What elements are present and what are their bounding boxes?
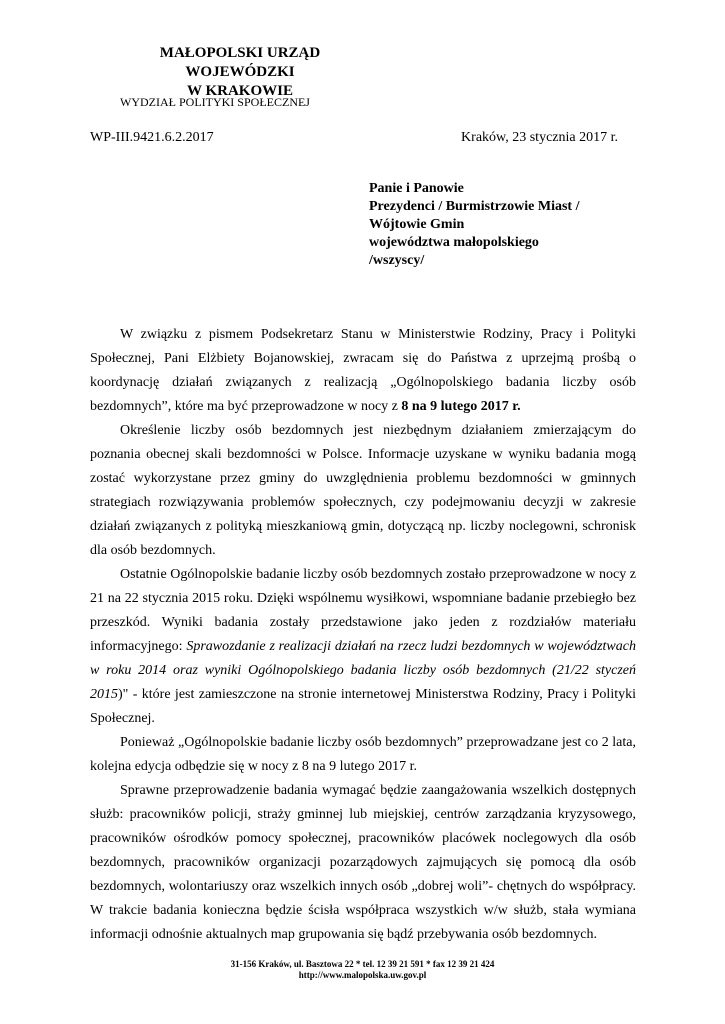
paragraph-4: Ponieważ „Ogólnopolskie badanie liczby osób bezdomnych” przeprowadzane jest co 2 lata, kolejna edycja odbędzie się w nocy z 8 na 9 lutego 2017 r. [90, 735, 636, 774]
addressee-line: Panie i Panowie [369, 181, 464, 196]
page-footer [0, 959, 725, 981]
paragraph-3-text-a: Ostatnie Ogólnopolskie badanie liczby osób bezdomnych zostało przeprowadzone w nocy z 21 na 22 stycznia 2015 roku. Dzięki wspólnemu wysiłkowi, wspomniane badanie przebiegło bez przeszkód. Wyniki badania zostały przedstawione jako jeden z rozdziałów materiału informacyjnego: [90, 567, 636, 654]
addressee-line: /wszyscy/ [369, 253, 425, 268]
paragraph-1-text: W związku z pismem Podsekretarz Stanu w Ministerstwie Rodziny, Pracy i Polityki Społecznej, Pani Elżbiety Bojanowskiej, zwracam się do Państwa z uprzejmą prośbą o koordynację działań związanych z realizacją „Ogólnopolskiego badania liczby osób bezdomnych”, które ma być przeprowadzone w nocy z [90, 327, 636, 414]
paragraph-5: Sprawne przeprowadzenie badania wymagać będzie zaangażowania wszelkich dostępnych służb: pracowników policji, straży gminnej lub miejskiej, centrów zarządzania kryzysowego, pracowników ośrodków pomocy społecznej, pracowników placówek noclegowych dla osób bezdomnych, pracowników organizacji pozarządowych zajmujących się pomocą dla osób bezdomnych, wolontariuszy oraz wszelkich innych osób „dobrej woli”- chętnych do współpracy. W trakcie badania konieczna będzie ścisła współpraca wszystkich w/w służb, stała wymiana informacji odnośnie aktualnych map grupowania się bądź przebywania osób bezdomnych. [90, 783, 636, 942]
place-date: Kraków, 23 stycznia 2017 r. [461, 130, 618, 145]
paragraph-1 [90, 323, 636, 419]
report-title-italic: Sprawozdanie z realizacji działań na rzecz ludzi bezdomnych w województwach w roku 2014 oraz wyniki Ogólnopolskiego badania liczby osób bezdomnych (21/22 styczeń 2015 [90, 639, 636, 702]
footer-address: 31-156 Kraków, ul. Basztowa 22 * tel. 12 39 21 591 * fax 12 39 21 424 [230, 959, 495, 969]
paragraph-3 [90, 563, 636, 731]
addressee-line: Prezydenci / Burmistrzowie Miast / [369, 199, 580, 214]
addressee-block [369, 180, 689, 270]
office-name-line2: W KRAKOWIE [187, 83, 293, 99]
office-name-line1: MAŁOPOLSKI URZĄD WOJEWÓDZKI [159, 45, 321, 80]
paragraph-2: Określenie liczby osób bezdomnych jest niezbędnym działaniem zmierzającym do poznania obecnej skali bezdomności w Polsce. Informacje uzyskane w wyniku badania mogą zostać wykorzystane przez gminy do uwzględnienia problemu bezdomności w gminnych strategiach rozwiązywania problemów społecznych, czy podejmowaniu decyzji w zakresie działań związanych z polityką mieszkaniową gmin, dotyczącą np. liczby noclegowni, schronisk dla osób bezdomnych. [90, 423, 636, 558]
letter-body [90, 323, 636, 947]
survey-date-bold: 8 na 9 lutego 2017 r. [401, 399, 521, 414]
office-name [108, 44, 372, 101]
reference-sign: WP-III.9421.6.2.2017 [90, 130, 214, 145]
department-name: WYDZIAŁ POLITYKI SPOŁECZNEJ [120, 95, 310, 109]
addressee-line: województwa małopolskiego [369, 235, 539, 250]
paragraph-3-text-b: )" - które jest zamieszczone na stronie internetowej Ministerstwa Rodziny, Pracy i Polityki Społecznej. [90, 687, 636, 726]
addressee-line: Wójtowie Gmin [369, 217, 465, 232]
footer-url[interactable]: http://www.malopolska.uw.gov.pl [298, 970, 427, 980]
